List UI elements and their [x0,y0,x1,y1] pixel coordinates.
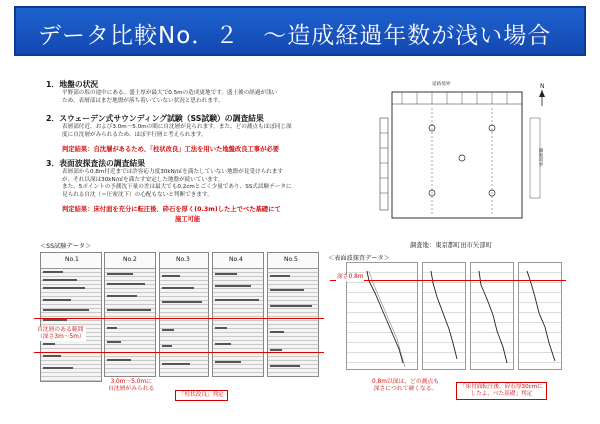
ss-note [108,379,154,393]
wave-verdict-line: 「床付面転圧後、砕石厚30cmに [460,384,543,390]
ss-verdict-box: 「柱状改良」判定 [175,390,228,401]
wave-note-line: 0.8m以深は、どの測点も [372,379,440,385]
ss-chart-bars [41,269,102,382]
ss-chart-bars [268,269,319,377]
ss-chart-bars [160,269,209,377]
ss-chart-3 [159,252,209,377]
road-label: 道路境界 [432,82,451,87]
ss-chart-4 [212,252,264,377]
section-3-body [62,169,362,199]
wave-panel-title: ＜表面波探査データ＞ [328,255,390,262]
section-2-body [62,124,362,139]
section-3-line: また、5ポイントの予測沈下量の差は最大でも0.2cmとごく少量であり、SS式試験データに [62,184,292,191]
side-label: 隣地境界 [538,148,543,167]
ss-chart-bars [213,269,264,377]
ss-chart-label: No.2 [123,256,137,263]
page-title: データ比較No．２ ～造成経過年数が浅い場合 [38,23,552,49]
wave-chart-2 [422,262,466,370]
diagram-caption: 調査地：東京都町田市矢部町 [410,242,492,249]
section-2-heading: 2．スウェーデン式サウンディング試験（SS試験）の調査結果 [46,114,264,123]
section-3-verdict-cont: 施工可能 [175,216,201,223]
section-2-line: 度に自沈層がみられるため、ほぼ平行層と考えられます。 [62,131,207,138]
section-1-line: ため、表層部はまだ地盤が落ち着いていない状況と思われます。 [62,97,224,104]
ss-note-line: 自沈層がみられる [108,386,155,393]
wave-note-line: 深さにつれて硬くなる。 [373,386,438,393]
depth-0-8m-line [330,280,566,281]
svg-text:N: N [540,83,545,90]
ss-chart-label: No.1 [65,256,79,263]
wave-chart-4 [518,262,562,370]
ss-chart-label: No.4 [229,256,243,263]
wave-verdict-box [456,382,547,400]
ss-chart-label: No.3 [176,256,190,263]
self-sink-range-depth: （深さ3m～5m） [37,334,85,341]
ss-chart-label: No.5 [284,256,298,263]
self-sink-range-label [36,327,86,341]
ss-note-line: 3.0m～5.0mに [110,379,152,385]
wave-verdict-line: したよ、べた基礎」判定 [470,391,533,397]
wave-chart-3 [470,262,514,370]
section-1-heading: 1．地盤の状況 [46,80,99,89]
site-plan-diagram [372,78,568,248]
section-1-line: 平野部の坂の途中にある。盛土厚が最大で0.5mの造成更地です。盛土後の経過が浅い [62,90,278,96]
ss-chart-bars [105,269,156,377]
title-banner [14,6,586,56]
section-2-verdict: 判定結果：自沈層があるため、「柱状改良」工法を用いた地盤改良工事が必要 [62,146,279,153]
section-3-line: が、それ以深は30kN/㎡を満たす安定した地盤が続いています。 [62,176,224,183]
ss-chart-2 [104,252,156,377]
section-1-body [62,90,362,105]
section-2-line: 表層部付近、および3.0m～5.0mの間に自沈層が見られます。また、どの測点もほぼ同じ深 [62,124,292,130]
self-sink-bottom-line [34,352,324,353]
self-sink-range-title: 自沈層のある範囲 [37,327,84,333]
section-3-verdict: 判定結果：床付面を充分に転圧後、砕石を厚く(0.3m)した上でべた基礎にて [62,206,281,213]
ss-chart-5 [267,252,319,377]
section-3-heading: 3．表面波探査法の調査結果 [46,159,145,168]
depth-0-8m-label: 深さ0.8m [337,274,364,280]
wave-note [372,379,439,393]
ss-panel-title: ＜SS試験データ＞ [40,243,92,250]
section-3-line: 見られる自沈（＝圧密沈下）の心配もないと判断できます。 [62,191,213,198]
ss-chart-1 [40,252,102,382]
section-3-line: 表層部から0.8m付近までは許容応力度30kN/㎡を満たしていない地盤が見受けられます [62,169,283,175]
self-sink-top-line [34,318,324,319]
